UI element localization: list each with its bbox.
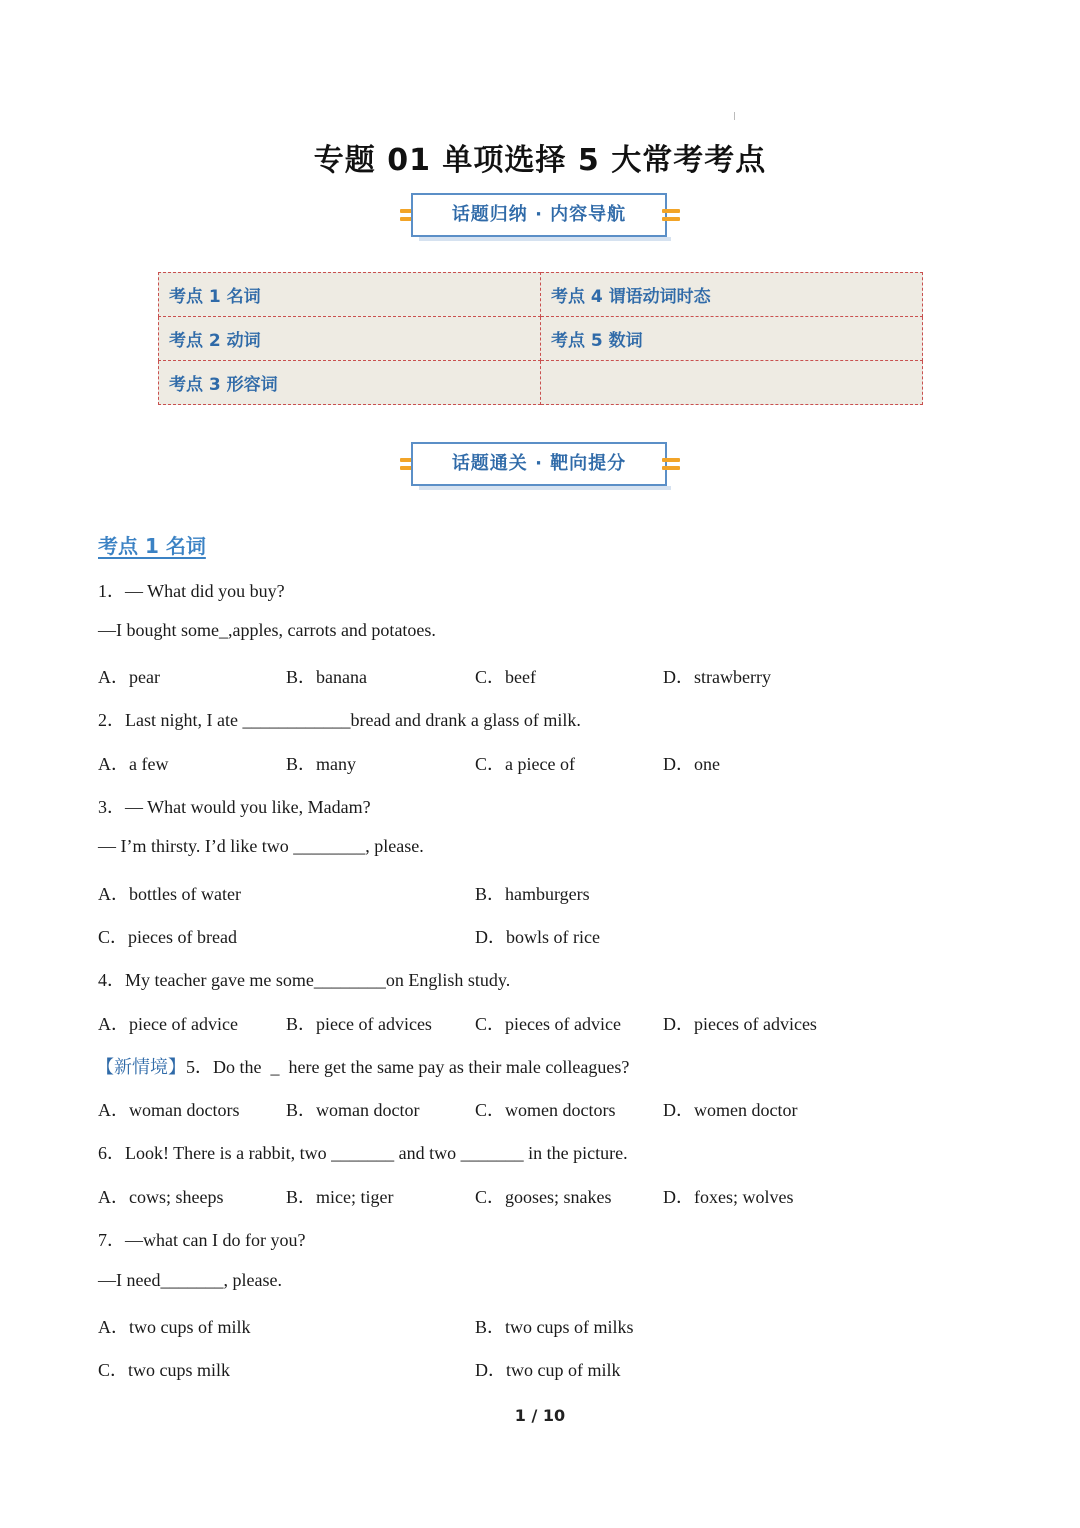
answer-option: A．two cups of milk xyxy=(98,1317,251,1337)
question-stem: 6．Look! There is a rabbit, two _______ and two _______ in the picture. xyxy=(98,1143,628,1163)
equals-decor-icon xyxy=(662,207,680,223)
nav-cell: 考点 5 数词 xyxy=(541,317,923,361)
banner-practice xyxy=(396,442,684,490)
question-stem: 4．My teacher gave me some________on English study. xyxy=(98,970,511,990)
answer-option: B．many xyxy=(286,754,356,774)
answer-option: C．gooses; snakes xyxy=(475,1187,612,1207)
answer-option: C．women doctors xyxy=(475,1100,616,1120)
topic-nav-table xyxy=(158,272,923,405)
answer-option: D．pieces of advices xyxy=(663,1014,817,1034)
section-heading-nouns: 考点 1 名词 xyxy=(98,534,206,558)
answer-option: B．two cups of milks xyxy=(475,1317,634,1337)
question-stem: —I bought some_,apples, carrots and potatoes. xyxy=(98,620,436,640)
answer-option: D．bowls of rice xyxy=(475,927,600,947)
answer-option: A．woman doctors xyxy=(98,1100,240,1120)
question-stem: — I’m thirsty. I’d like two ________, please. xyxy=(98,836,424,856)
answer-option: C．beef xyxy=(475,667,536,687)
answer-option: D．women doctor xyxy=(663,1100,798,1120)
answer-option: B．banana xyxy=(286,667,367,687)
question-stem: 7．—what can I do for you? xyxy=(98,1230,306,1250)
answer-option: C．pieces of advice xyxy=(475,1014,621,1034)
question-stem: 2．Last night, I ate ____________bread and drank a glass of milk. xyxy=(98,710,581,730)
nav-cell xyxy=(541,361,923,405)
answer-option: B．piece of advices xyxy=(286,1014,432,1034)
answer-option: B．woman doctor xyxy=(286,1100,420,1120)
new-context-tag: 【新情境】 xyxy=(96,1057,186,1078)
answer-option: D．one xyxy=(663,754,720,774)
question-row xyxy=(96,1053,629,1079)
answer-option: A．pear xyxy=(98,667,160,687)
nav-cell: 考点 2 动词 xyxy=(159,317,541,361)
banner-content-nav xyxy=(396,193,684,241)
question-stem: 3．— What would you like, Madam? xyxy=(98,797,371,817)
question-stem: 1．— What did you buy? xyxy=(98,581,285,601)
answer-option: D．strawberry xyxy=(663,667,771,687)
answer-option: C．two cups milk xyxy=(98,1360,231,1380)
answer-option: A．piece of advice xyxy=(98,1014,238,1034)
page-title: 专题 01 单项选择 5 大常考考点 xyxy=(313,143,767,178)
banner-nav-label: 话题归纳 · 内容导航 xyxy=(411,193,667,237)
answer-option: D．foxes; wolves xyxy=(663,1187,794,1207)
answer-option: D．two cup of milk xyxy=(475,1360,621,1380)
equals-decor-icon xyxy=(662,456,680,472)
nav-cell: 考点 1 名词 xyxy=(159,273,541,317)
question-stem: 5．Do the _ here get the same pay as their male colleagues? xyxy=(186,1057,630,1077)
header-mark xyxy=(734,112,735,120)
answer-option: A．bottles of water xyxy=(98,884,241,904)
nav-cell: 考点 3 形容词 xyxy=(159,361,541,405)
answer-option: B．hamburgers xyxy=(475,884,590,904)
answer-option: B．mice; tiger xyxy=(286,1187,394,1207)
banner-practice-label: 话题通关 · 靶向提分 xyxy=(411,442,667,486)
answer-option: C．pieces of bread xyxy=(98,927,237,947)
nav-cell: 考点 4 谓语动词时态 xyxy=(541,273,923,317)
answer-option: A．cows; sheeps xyxy=(98,1187,224,1207)
answer-option: A．a few xyxy=(98,754,169,774)
answer-option: C．a piece of xyxy=(475,754,575,774)
question-stem: —I need_______, please. xyxy=(98,1270,282,1290)
page-number: 1 / 10 xyxy=(514,1406,566,1425)
